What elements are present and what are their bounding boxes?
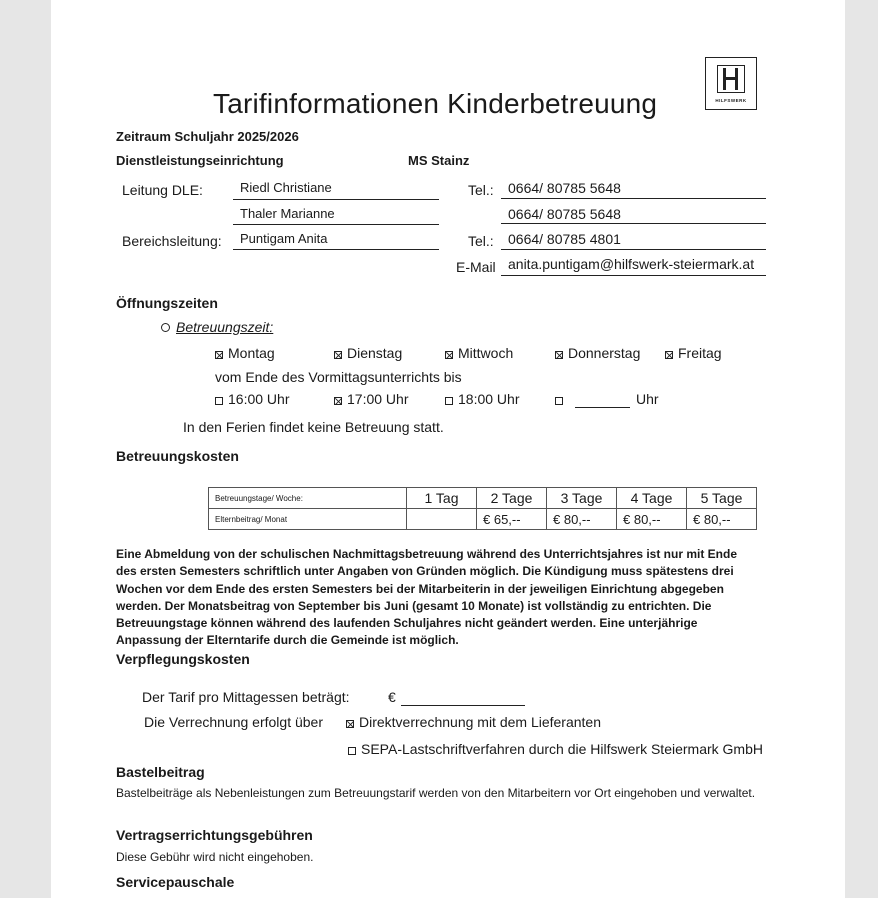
days-header: 5 Tage: [687, 488, 757, 509]
billing-option-direct[interactable]: Direktverrechnung mit dem Lieferanten: [346, 714, 601, 730]
table-row: [209, 488, 757, 509]
checkbox-unchecked-icon: [445, 397, 453, 405]
logo-mark-icon: [717, 65, 745, 93]
days-header: 3 Tage: [547, 488, 617, 509]
day-mittwoch[interactable]: Mittwoch: [445, 345, 513, 361]
bastel-heading: Bastelbeitrag: [116, 764, 205, 780]
days-header: 1 Tag: [407, 488, 477, 509]
facility-value: MS Stainz: [408, 153, 470, 168]
bullet-circle-icon: [161, 323, 170, 332]
tel-label-1: Tel.:: [468, 182, 494, 198]
checkbox-unchecked-icon: [555, 397, 563, 405]
email-label: E-Mail: [456, 259, 496, 275]
tel-value-3: 0664/ 80785 4801: [508, 231, 621, 247]
costs-table: [208, 487, 757, 530]
period-label: Zeitraum Schuljahr 2025/2026: [116, 129, 299, 144]
costs-heading: Betreuungskosten: [116, 448, 239, 464]
leitung-label: Leitung DLE:: [122, 182, 203, 198]
leitung-name-1: Riedl Christiane: [240, 180, 332, 195]
checkbox-checked-icon: [665, 351, 673, 359]
billing-option-sepa[interactable]: SEPA-Lastschriftverfahren durch die Hilfswerk Steiermark GmbH: [348, 741, 763, 757]
fee-cell: € 80,--: [687, 509, 757, 530]
meal-currency: €: [388, 689, 396, 705]
vertrag-heading: Vertragserrichtungsgebühren: [116, 827, 313, 843]
document-page: [51, 0, 845, 898]
days-row-label: Betreuungstage/ Woche:: [209, 488, 407, 509]
day-montag[interactable]: Montag: [215, 345, 275, 361]
days-header: 2 Tage: [477, 488, 547, 509]
cancellation-notice: Eine Abmeldung von der schulischen Nachmittagsbetreuung während des Unterrichtsjahres ist nur mit Ende des ersten Semesters schriftlich unter Angaben von Gründen möglich. Die Kündigung muss spätestens drei Wochen vor dem Ende des ersten Semesters bei der Mitarbeiterin in der jeweiligen Einrichtung abgegeben werden. Der Monatsbeitrag von September bis Juni (gesamt 10 Monate) ist vollständig zu entrichten. Die Betreuungstage können während des laufenden Schuljahres nicht geändert werden. Eine unterjährige Anpassung der Elterntarife durch die Gemeinde ist möglich.: [116, 547, 738, 648]
leitung-name-2: Thaler Marianne: [240, 206, 335, 221]
time-1800[interactable]: 18:00 Uhr: [445, 391, 519, 407]
tel-label-3: Tel.:: [468, 233, 494, 249]
bereich-label: Bereichsleitung:: [122, 233, 222, 249]
checkbox-checked-icon: [555, 351, 563, 359]
uhr-label: Uhr: [636, 391, 659, 407]
betreuungszeit-line: [161, 319, 273, 335]
meals-heading: Verpflegungskosten: [116, 651, 250, 667]
facility-label: Dienstleistungseinrichtung: [116, 153, 284, 168]
day-freitag[interactable]: Freitag: [665, 345, 722, 361]
hilfswerk-logo: [705, 57, 757, 110]
opening-heading: Öffnungszeiten: [116, 295, 218, 311]
checkbox-unchecked-icon: [348, 747, 356, 755]
table-row: [209, 509, 757, 530]
days-header: 4 Tage: [617, 488, 687, 509]
tel-value-2: 0664/ 80785 5648: [508, 206, 621, 222]
email-value: anita.puntigam@hilfswerk-steiermark.at: [508, 256, 755, 272]
tel-value-1: 0664/ 80785 5648: [508, 180, 621, 196]
checkbox-checked-icon: [215, 351, 223, 359]
day-donnerstag[interactable]: Donnerstag: [555, 345, 640, 361]
checkbox-checked-icon: [346, 720, 354, 728]
bereich-name: Puntigam Anita: [240, 231, 328, 246]
fee-cell: € 65,--: [477, 509, 547, 530]
fee-cell: € 80,--: [617, 509, 687, 530]
meal-tarif-label: Der Tarif pro Mittagessen beträgt:: [142, 689, 350, 705]
day-dienstag[interactable]: Dienstag: [334, 345, 402, 361]
time-1700[interactable]: 17:00 Uhr: [334, 391, 408, 407]
time-other[interactable]: [555, 391, 568, 407]
logo-text: HILFSWERK: [715, 98, 747, 103]
fee-cell: € 80,--: [547, 509, 617, 530]
document-title: Tarifinformationen Kinderbetreuung: [213, 88, 658, 119]
holidays-note: In den Ferien findet keine Betreuung statt.: [183, 419, 444, 435]
billing-label: Die Verrechnung erfolgt über: [144, 714, 323, 730]
betreuungszeit-label: Betreuungszeit:: [176, 319, 274, 335]
service-heading: Servicepauschale: [116, 874, 235, 890]
time-1600[interactable]: 16:00 Uhr: [215, 391, 289, 407]
checkbox-checked-icon: [334, 351, 342, 359]
fee-cell: [407, 509, 477, 530]
vertrag-text: Diese Gebühr wird nicht eingehoben.: [116, 850, 314, 864]
checkbox-checked-icon: [334, 397, 342, 405]
checkbox-checked-icon: [445, 351, 453, 359]
until-text: vom Ende des Vormittagsunterrichts bis: [215, 369, 462, 385]
fee-row-label: Elternbeitrag/ Monat: [209, 509, 407, 530]
checkbox-unchecked-icon: [215, 397, 223, 405]
bastel-text: Bastelbeiträge als Nebenleistungen zum Betreuungstarif werden von den Mitarbeitern vor Ort eingehoben und verwaltet.: [116, 786, 756, 800]
